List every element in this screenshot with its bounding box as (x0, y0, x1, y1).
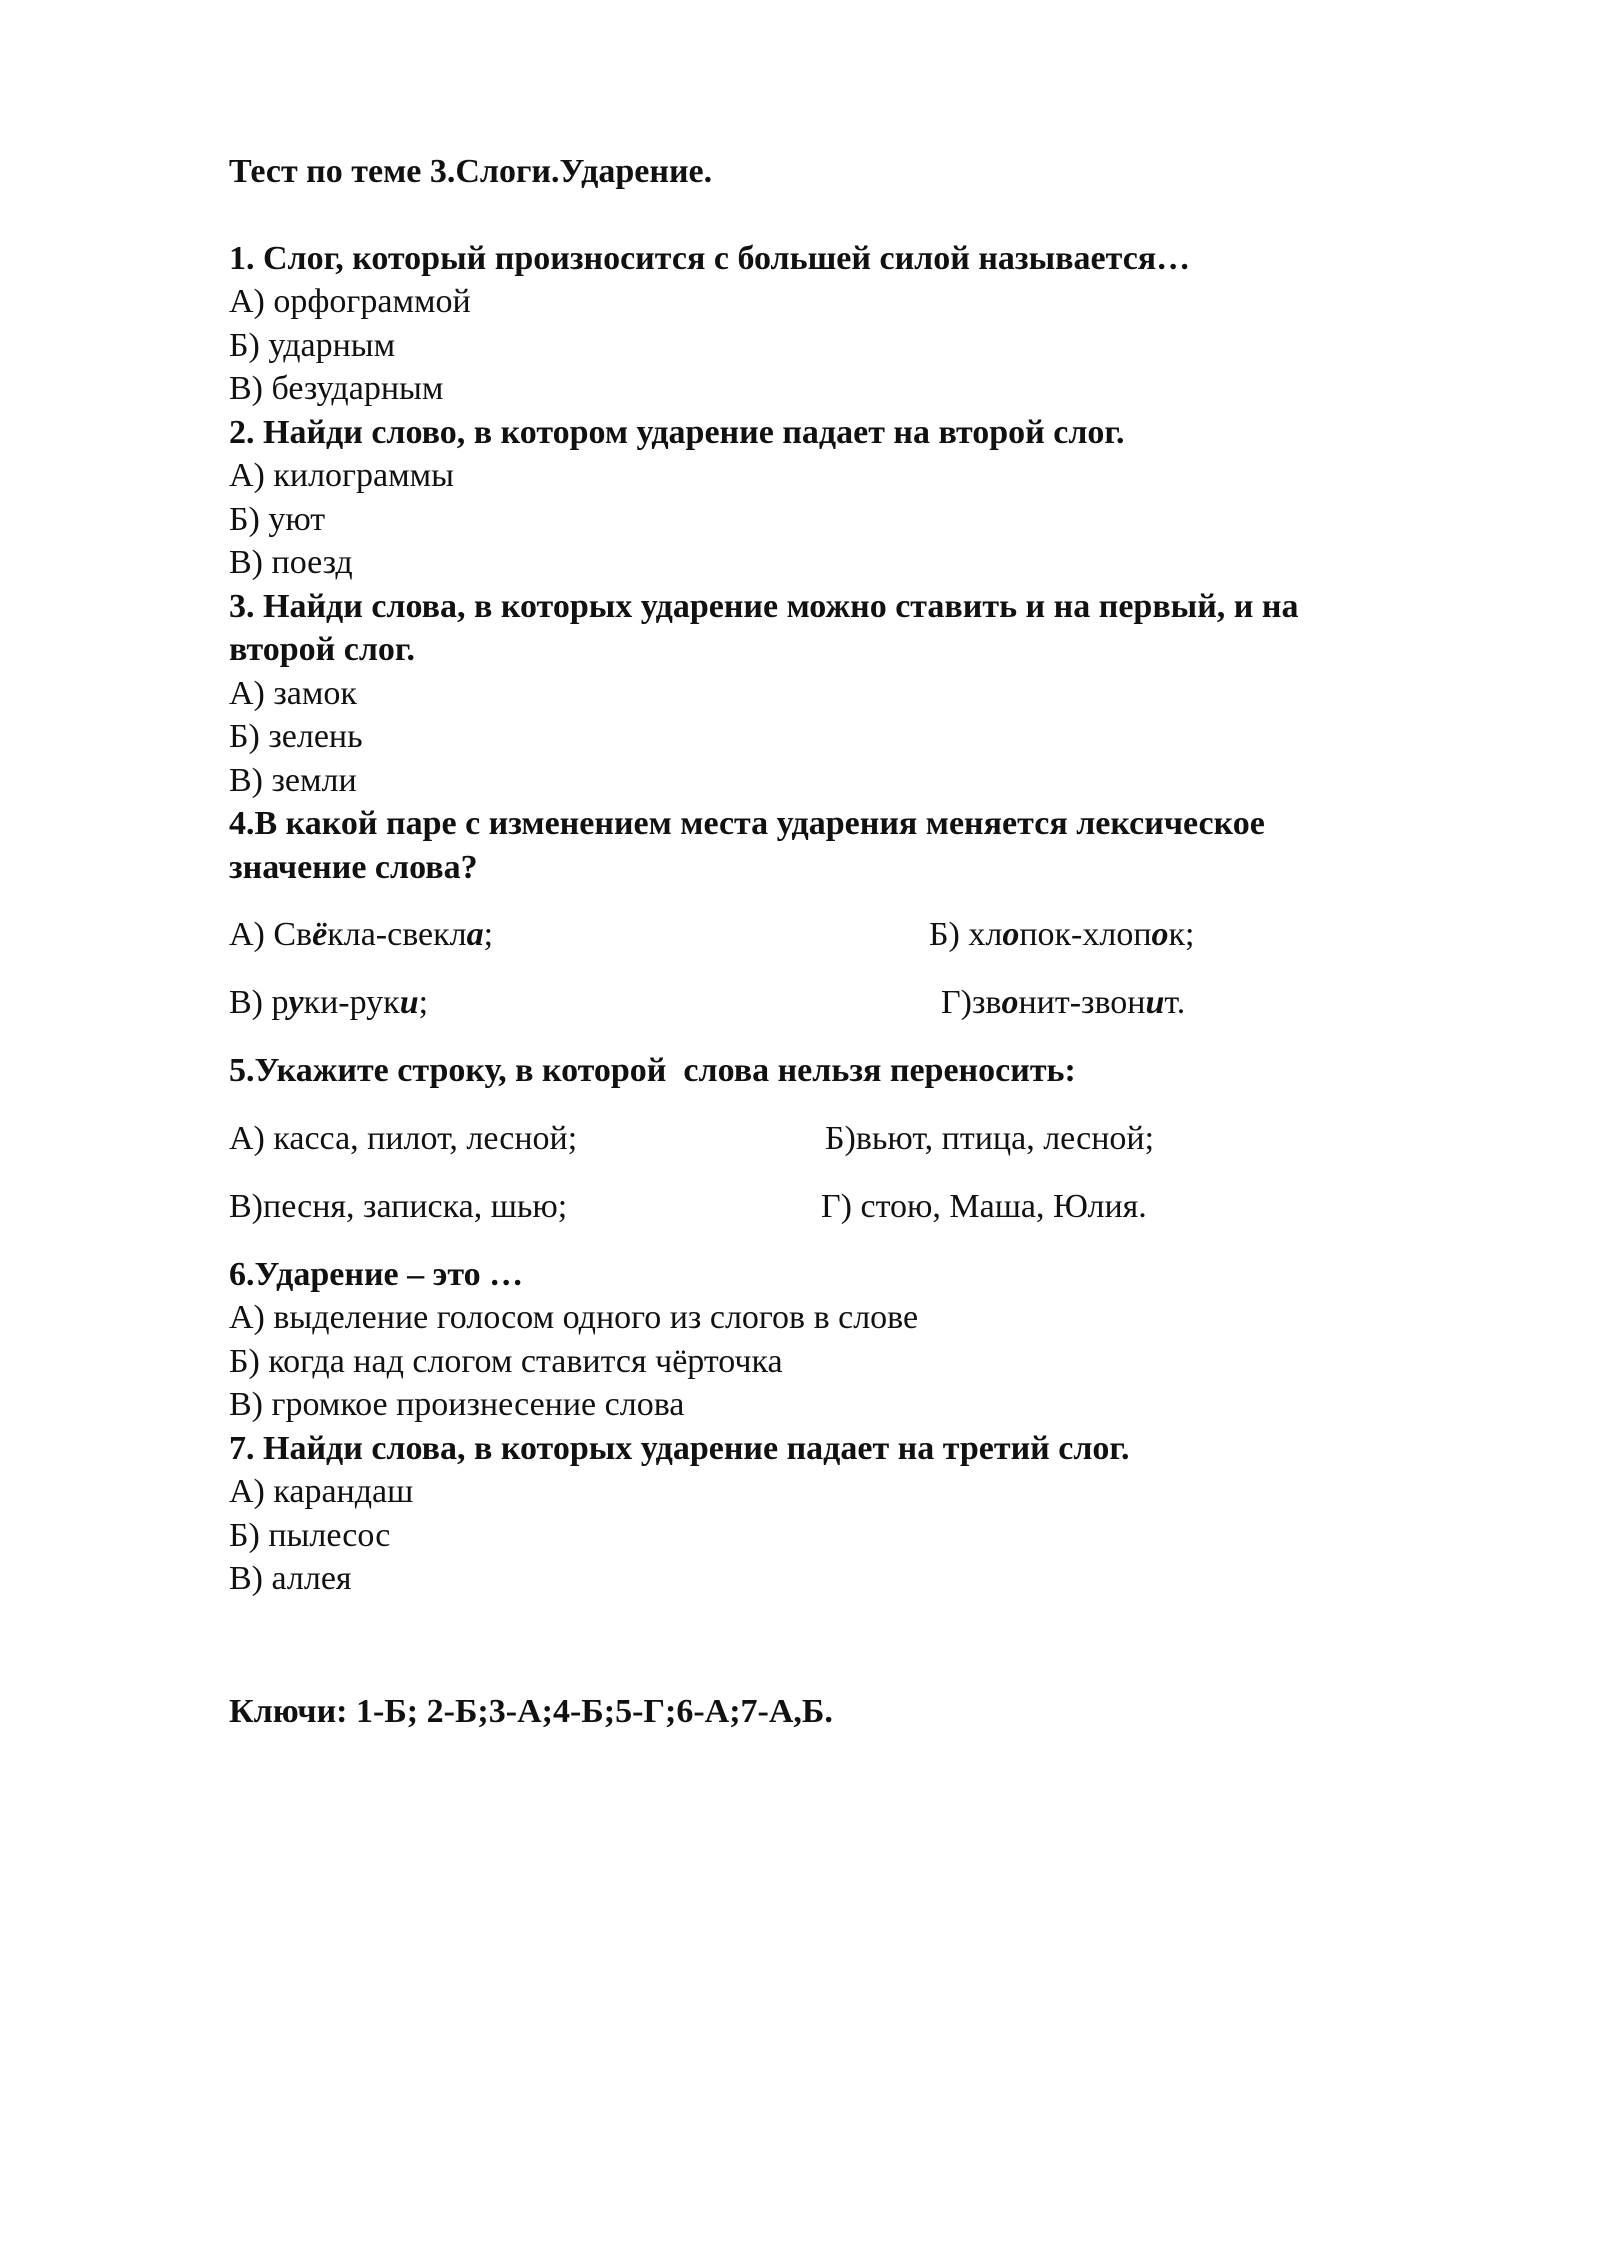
q4c-text-3: ; (418, 984, 429, 1021)
q2-option-a: А) килограммы (229, 457, 454, 494)
q4b-text-3: к; (1168, 916, 1195, 953)
q4c-stress-1: у (288, 984, 304, 1021)
q5-option-c: В)песня, записка, шью; (229, 1187, 568, 1225)
question-7: 7. Найди слова, в которых ударение падает на третий слог. (229, 1429, 1130, 1467)
q4-option-d (941, 981, 1185, 1025)
q4d-text-3: т. (1164, 984, 1186, 1021)
question-4-line-1: 4.В какой паре с изменением места ударения меняется лексическое (229, 805, 1265, 842)
question-6: 6.Ударение – это … (229, 1255, 524, 1293)
q1-option-a: А) орфограммой (229, 283, 471, 320)
q4-option-b (929, 913, 1194, 957)
answer-keys: Ключи: 1-Б; 2-Б;3-А;4-Б;5-Г;6-А;7-А,Б. (229, 1693, 833, 1730)
q4-row-1 (229, 913, 1429, 957)
q4-row-2 (229, 981, 1429, 1025)
page-title: Тест по теме 3.Слоги.Ударение. (229, 153, 713, 190)
q4c-stress-2: и (399, 984, 419, 1021)
question-3-line-1: 3. Найди слова, в которых ударение можно ставить и на первый, и на (229, 587, 1299, 625)
q6-option-a: А) выделение голосом одного из слогов в слове (229, 1299, 919, 1336)
q4d-text-2: нит-звон (1018, 984, 1146, 1021)
q2-option-b: Б) уют (229, 500, 326, 538)
q4b-stress-2: о (1151, 916, 1169, 953)
q4d-stress-2: и (1145, 984, 1165, 1021)
q3-option-a: А) замок (229, 674, 357, 712)
q4-option-c (229, 981, 428, 1025)
q4a-text-3: ; (483, 916, 494, 953)
q5-option-d: Г) стою, Маша, Юлия. (821, 1187, 1147, 1225)
q6-option-c: В) громкое произнесение слова (229, 1386, 685, 1423)
q5-option-b: Б)вьют, птица, лесной; (825, 1119, 1155, 1157)
q1-option-b: Б) ударным (229, 326, 396, 364)
q7-option-b: Б) пылесос (229, 1516, 391, 1554)
q4a-text-2: кла-свекл (327, 916, 467, 953)
q7-option-a: А) карандаш (229, 1473, 414, 1510)
q4-option-a (229, 913, 493, 957)
q4b-text-2: пок-хлоп (1019, 916, 1152, 953)
q3-option-b: Б) зелень (229, 718, 363, 755)
question-4-line-2: значение слова? (229, 848, 478, 886)
q4c-text-1: В) р (229, 984, 289, 1021)
q4b-stress-1: о (1002, 916, 1020, 953)
q1-option-c: В) безударным (229, 370, 444, 407)
q4d-text-1: Г)зв (941, 984, 1002, 1021)
q4b-text-1: Б) хл (929, 916, 1003, 953)
q3-option-c: В) земли (229, 761, 357, 799)
q5-row-1 (229, 1117, 1429, 1161)
test-content (229, 150, 1429, 1601)
q6-option-b: Б) когда над слогом ставится чёрточка (229, 1342, 783, 1380)
q2-option-c: В) поезд (229, 544, 353, 581)
q7-option-c: В) аллея (229, 1560, 352, 1597)
q4a-stress-1: ё (312, 916, 328, 953)
question-3-line-2: второй слог. (229, 631, 416, 668)
q4c-text-2: ки-рук (303, 984, 400, 1021)
q4a-text-1: А) Св (229, 916, 313, 953)
q5-option-a: А) касса, пилот, лесной; (229, 1119, 578, 1157)
q5-row-2 (229, 1185, 1429, 1229)
q4d-stress-1: о (1001, 984, 1019, 1021)
question-1: 1. Слог, который произносится с большей силой называется… (229, 239, 1191, 277)
question-2: 2. Найди слово, в котором ударение падает на второй слог. (229, 413, 1125, 451)
question-5: 5.Укажите строку, в которой слова нельзя переносить: (229, 1052, 1076, 1089)
q4a-stress-2: а (466, 916, 484, 953)
